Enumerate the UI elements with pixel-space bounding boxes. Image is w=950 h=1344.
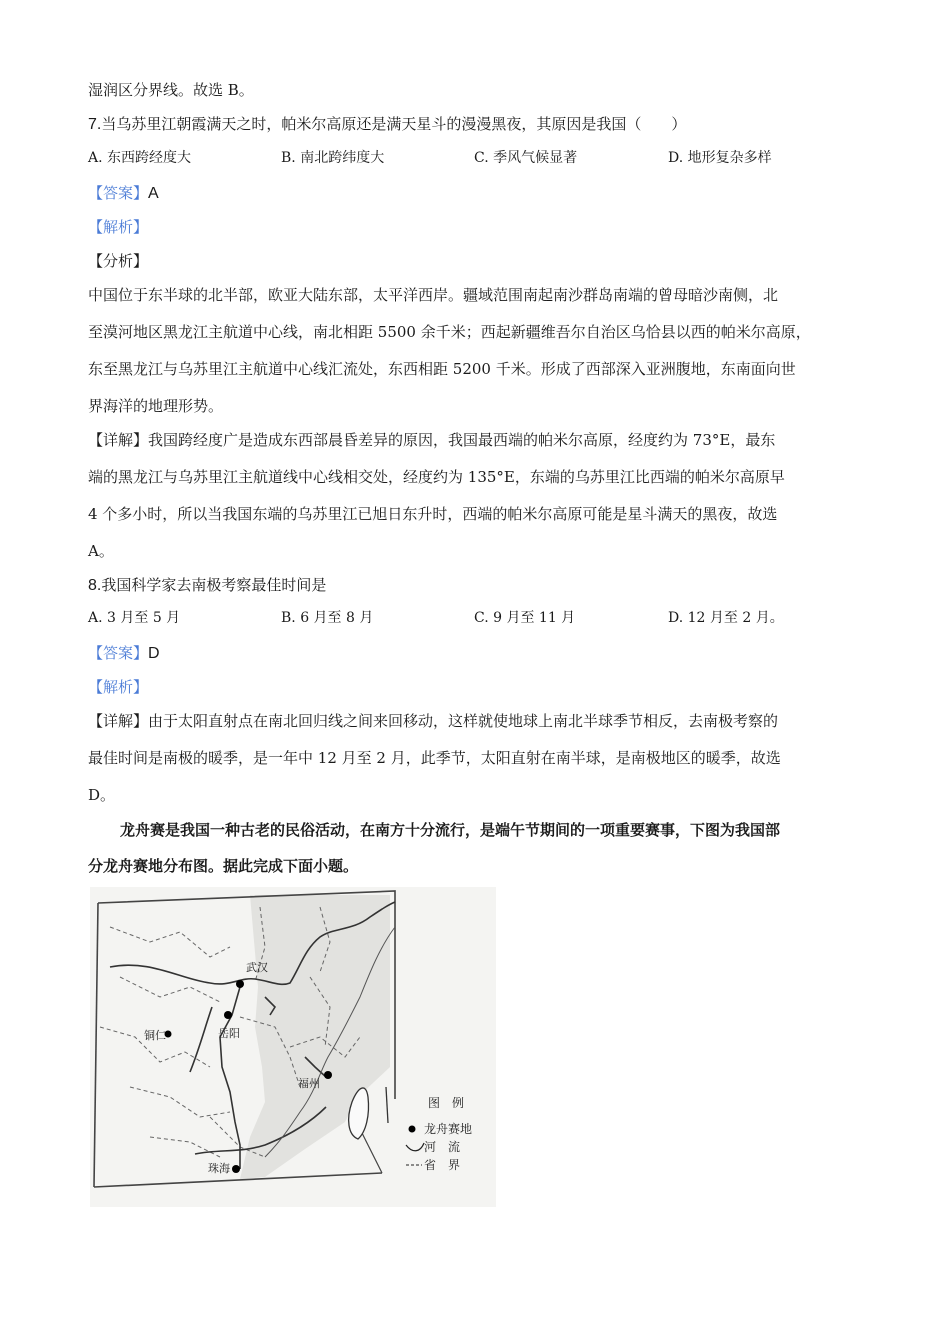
fenxi-tag: 【分析】	[88, 252, 149, 270]
city-label-yueyang: 岳阳	[218, 1027, 240, 1040]
city-label-wuhan: 武汉	[246, 961, 268, 974]
legend-item: 省 界	[424, 1158, 461, 1172]
text-line: D。	[88, 786, 116, 804]
question-number: 7.	[88, 116, 102, 133]
text-line: 东至黑龙江与乌苏里江主航道中心线汇流处，东西相距 5200 千米。形成了西部深入亚洲腹地，东南面向世	[88, 360, 796, 378]
xiangjie-tag: 【详解】	[88, 712, 149, 730]
option-a: A. 东西跨经度大	[88, 150, 192, 166]
option-d: D. 地形复杂多样	[668, 150, 772, 166]
map-svg	[90, 887, 496, 1207]
text-line: A。	[88, 542, 114, 560]
text-line: 中国位于东半球的北半部，欧亚大陆东部，太平洋西岸。疆域范围南起南沙群岛南端的曾母暗沙南侧，北	[88, 286, 779, 304]
intro-line: 分龙舟赛地分布图。据此完成下面小题。	[88, 857, 359, 875]
city-dot-fuzhou	[324, 1071, 332, 1079]
option-d: D. 12 月至 2 月。	[668, 610, 784, 626]
answer-value: D	[148, 645, 160, 662]
text-line: 最佳时间是南极的暖季，是一年中 12 月至 2 月，此季节，太阳直射在南半球，是南极地区的暖季，故选	[88, 749, 781, 767]
city-dot-wuhan	[236, 980, 244, 988]
analysis-tag-line	[88, 677, 148, 697]
answer-value: A	[148, 185, 159, 202]
option-b: B. 6 月至 8 月	[281, 610, 374, 626]
legend-dot-icon	[409, 1126, 416, 1133]
legend-title: 图 例	[428, 1096, 465, 1110]
legend-item: 龙舟赛地	[424, 1122, 473, 1136]
legend-item: 河 流	[424, 1140, 461, 1154]
city-label-tongren: 铜仁	[144, 1029, 166, 1042]
detail-line	[88, 430, 775, 450]
jiexi-tag: 【解析】	[88, 218, 149, 236]
question-text: 我国科学家去南极考察最佳时间是	[101, 576, 327, 594]
text-line: 4 个多小时，所以当我国东端的乌苏里江已旭日东升时，西端的帕米尔高原可能是星斗满天的黑夜，故选	[88, 505, 778, 523]
text-line: 界海洋的地理形势。	[88, 397, 224, 415]
answer-tag: 【答案】	[88, 184, 149, 202]
detail-line	[88, 711, 778, 731]
text-line: 我国跨经度广是造成东西部晨昏差异的原因，我国最西端的帕米尔高原，经度约为 73°E，最东	[148, 431, 776, 449]
city-label-fuzhou: 福州	[298, 1077, 320, 1090]
option-c: C. 9 月至 11 月	[474, 610, 576, 626]
answer-line	[88, 183, 159, 204]
option-c: C. 季风气候显著	[474, 150, 578, 166]
city-dot-yueyang	[224, 1011, 232, 1019]
city-label-zhuhai: 珠海	[208, 1162, 230, 1175]
question-number: 8.	[88, 577, 102, 594]
question-8	[88, 575, 326, 596]
text-line: 至漠河地区黑龙江主航道中心线，南北相距 5500 余千米；西起新疆维吾尔自治区乌恰县以西的帕米尔高原，	[88, 323, 811, 341]
text-line: 由于太阳直射点在南北回归线之间来回移动，这样就使地球上南北半球季节相反，去南极考察的	[148, 712, 779, 730]
question-7	[88, 114, 686, 135]
question-text: 当乌苏里江朝霞满天之时，帕米尔高原还是满天星斗的漫漫黑夜，其原因是我国（ ）	[101, 115, 687, 133]
option-a: A. 3 月至 5 月	[88, 610, 181, 626]
intro-line: 龙舟赛是我国一种古老的民俗活动，在南方十分流行，是端午节期间的一项重要赛事，下图为我国部	[120, 821, 781, 839]
fenxi-line	[88, 251, 148, 271]
text-line: 端的黑龙江与乌苏里江主航道线中心线相交处，经度约为 135°E，东端的乌苏里江比西端的帕米尔高原早	[88, 468, 785, 486]
text-line: 湿润区分界线。故选 B。	[88, 81, 254, 99]
option-b: B. 南北跨纬度大	[281, 150, 385, 166]
xiangjie-tag: 【详解】	[88, 431, 149, 449]
dragon-boat-map	[90, 887, 496, 1207]
jiexi-tag: 【解析】	[88, 678, 149, 696]
analysis-tag-line	[88, 217, 148, 237]
city-dot-zhuhai	[232, 1165, 240, 1173]
answer-line	[88, 643, 160, 664]
answer-tag: 【答案】	[88, 644, 149, 662]
